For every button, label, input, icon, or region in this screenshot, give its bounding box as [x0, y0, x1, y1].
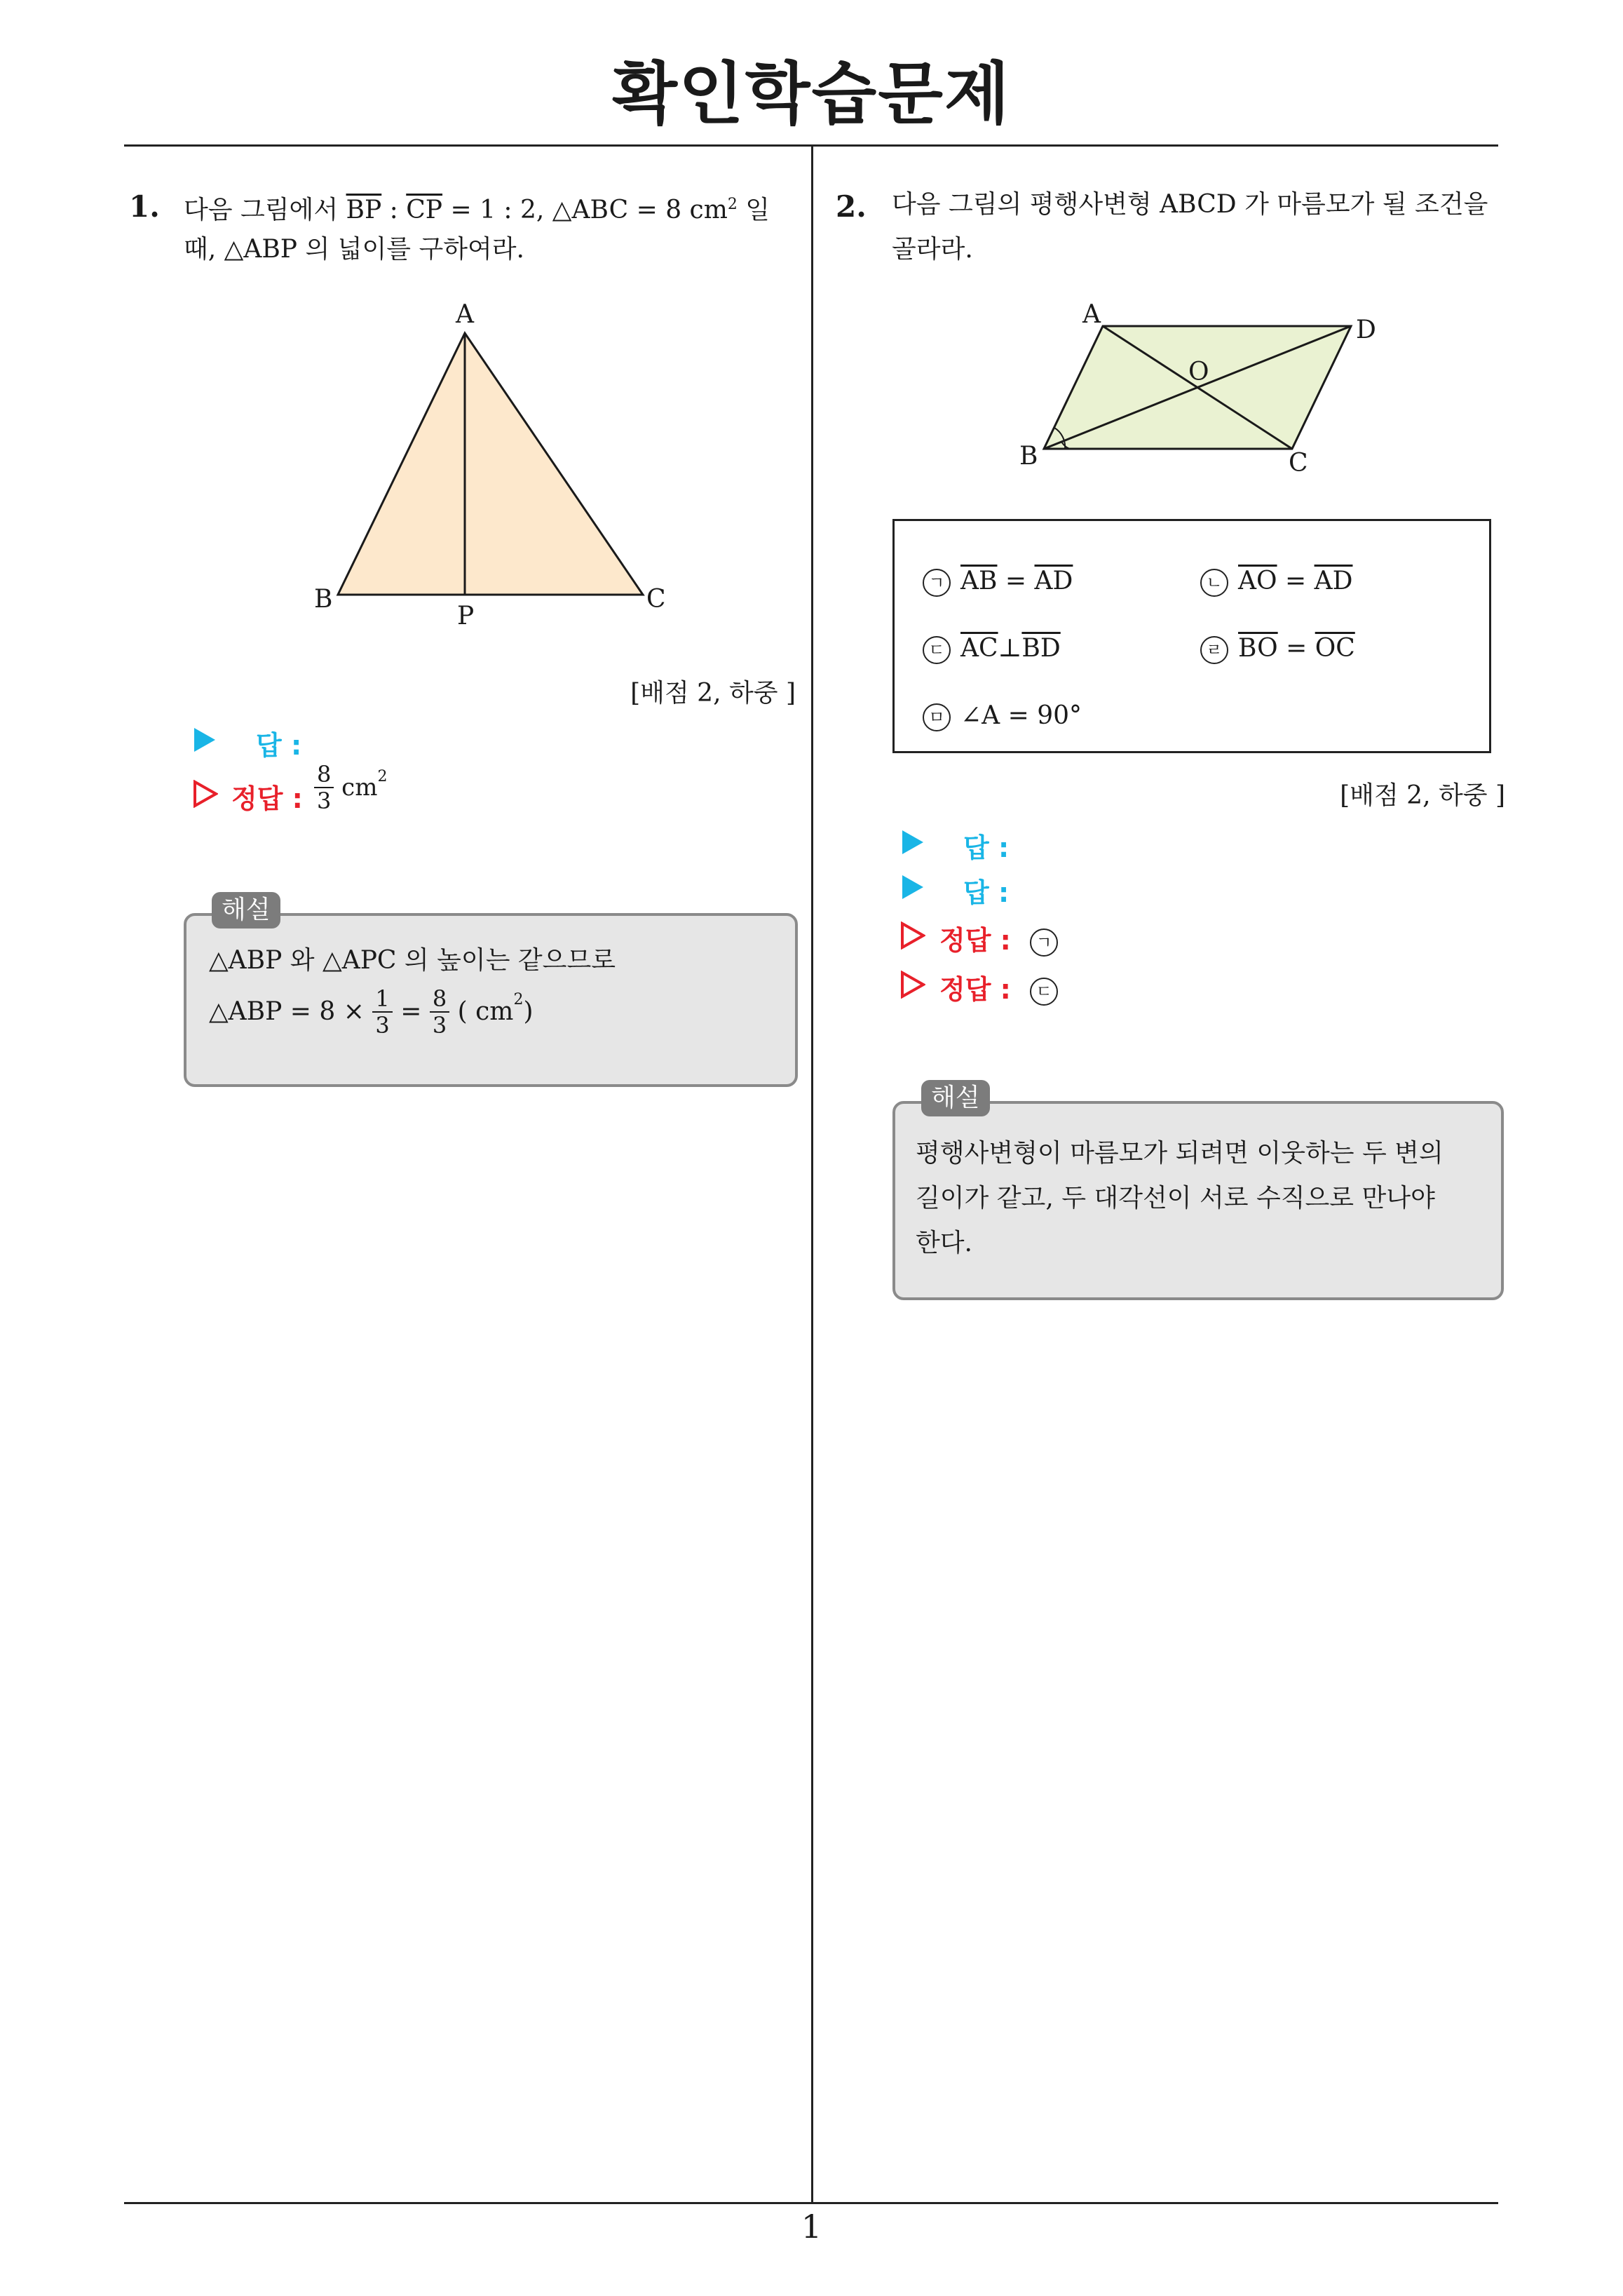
choice-3-op: ⊥ [998, 634, 1022, 663]
correct-label-text: 정답 : [231, 783, 303, 814]
problem-2-correct-label-1 [939, 919, 1068, 957]
segment-bp: $\overline{BP}$ [346, 196, 382, 224]
solution-fraction-2 [430, 986, 449, 1038]
choice-5-text: ∠A = 90° [960, 701, 1082, 730]
fraction-numerator: 8 [314, 762, 334, 788]
choice-3-a: $\overline{AC}$ [960, 634, 998, 663]
footer-divider [124, 2202, 1498, 2204]
correct-arrow-icon [900, 971, 925, 999]
choice-1-mark: ㄱ [923, 569, 951, 597]
answer-label-text: 답 : [963, 832, 1010, 863]
label-a: A [456, 300, 474, 329]
q1-exponent: 2 [727, 196, 738, 213]
label-d: D [1356, 316, 1376, 344]
problem-2-question-line-1: 다음 그림의 평행사변형 ABCD 가 마름모가 될 조건을 [892, 190, 1488, 219]
q1-text-2: : [381, 196, 407, 224]
page-number: 1 [801, 2208, 822, 2246]
problem-2-solution-line-3: 한다. [916, 1229, 972, 1257]
problem-1-solution-tag: 해설 [212, 892, 280, 928]
solution-unit-close: ) [523, 997, 534, 1026]
answer-label-text: 답 : [963, 877, 1010, 908]
q1-text-3: = 1 : 2, △ABC = 8 cm [442, 196, 728, 224]
problem-1-question-line-1 [184, 189, 770, 226]
problem-1-correct-answer [314, 762, 387, 813]
problem-1-solution-line-2 [209, 985, 533, 1038]
choice-3-b: $\overline{BD}$ [1021, 634, 1061, 663]
choice-4-a: $\overline{BO}$ [1238, 634, 1278, 663]
fraction-2-denominator: 3 [432, 1012, 447, 1039]
problem-1-correct-label [231, 777, 303, 816]
problem-1-answer-label [256, 724, 301, 762]
answer-arrow-icon [902, 875, 923, 899]
correct-answer-2: ㄷ [1030, 978, 1058, 1006]
choice-2 [1200, 567, 1352, 597]
correct-label-text: 정답 : [939, 925, 1011, 956]
choice-3-mark: ㄷ [923, 636, 951, 664]
label-p: P [457, 602, 475, 630]
problem-2-answer-label-2 [963, 871, 1009, 910]
problem-2-number: 2. [836, 189, 867, 224]
answer-arrow-icon [194, 728, 215, 752]
choice-2-op: = [1277, 567, 1315, 595]
problem-1-question-line-2: 때, △ABP 의 넓이를 구하여라. [184, 235, 525, 264]
choice-1-a: $\overline{AB}$ [960, 567, 998, 595]
choice-3 [923, 634, 1061, 664]
choice-2-a: $\overline{AO}$ [1238, 567, 1277, 595]
fraction-2-numerator: 8 [430, 986, 449, 1013]
label-b: B [1019, 442, 1038, 471]
triangle-abc-figure [294, 295, 687, 638]
correct-arrow-icon [193, 780, 218, 808]
problem-2-solution-tag: 해설 [921, 1080, 990, 1116]
label-a: A [1082, 300, 1101, 329]
correct-label-text: 정답 : [939, 974, 1011, 1005]
column-divider [811, 146, 813, 2203]
answer-label-text: 답 : [256, 730, 302, 761]
problem-1-score: [배점 2, 하중 ] [630, 679, 796, 708]
fraction-1-numerator: 1 [372, 986, 392, 1013]
q1-text-4: 일 [737, 196, 770, 224]
solution-fraction-1 [372, 986, 392, 1038]
answer-arrow-icon [902, 830, 923, 854]
problem-2-correct-label-2 [939, 968, 1068, 1006]
solution-lhs: △ABP = 8 × [209, 997, 365, 1026]
label-o: O [1188, 358, 1209, 386]
solution-unit: ( cm [457, 997, 514, 1026]
choice-2-b: $\overline{AD}$ [1314, 567, 1353, 595]
page-title: 확인학습문제 [612, 55, 1011, 133]
fraction-denominator: 3 [317, 788, 332, 814]
label-c: C [1289, 449, 1308, 478]
choice-4 [1200, 634, 1355, 664]
correct-unit-exponent: 2 [377, 768, 388, 785]
label-b: B [314, 585, 333, 614]
choice-2-mark: ㄴ [1200, 569, 1228, 597]
solution-unit-exponent: 2 [513, 991, 524, 1008]
triangle-abc [338, 333, 643, 595]
segment-cp: $\overline{CP}$ [406, 196, 443, 224]
correct-unit: cm [341, 774, 378, 802]
choice-1 [923, 567, 1073, 597]
problem-1-solution-line-1: △ABP 와 △APC 의 높이는 같으므로 [209, 946, 616, 975]
problem-2-solution-line-2: 길이가 같고, 두 대각선이 서로 수직으로 만나야 [916, 1184, 1435, 1213]
problem-1-number: 1. [129, 189, 160, 224]
correct-arrow-icon [900, 921, 925, 950]
parallelogram-abcd-figure [1010, 295, 1402, 484]
choice-1-b: $\overline{AD}$ [1034, 567, 1073, 595]
problem-2-score: [배점 2, 하중 ] [1340, 781, 1505, 810]
fraction-1-denominator: 3 [375, 1012, 390, 1039]
label-c: C [646, 585, 666, 614]
q1-text-1: 다음 그림에서 [184, 196, 346, 224]
problem-2-answer-label-1 [963, 826, 1009, 865]
choice-1-op: = [997, 567, 1035, 595]
choice-5 [923, 701, 1082, 731]
choice-4-b: $\overline{OC}$ [1315, 634, 1355, 663]
problem-2-question-line-2: 골라라. [892, 235, 973, 264]
choice-4-mark: ㄹ [1200, 636, 1228, 664]
choice-4-op: = [1277, 634, 1315, 663]
correct-answer-1: ㄱ [1030, 928, 1058, 957]
solution-equals: = [400, 997, 422, 1026]
problem-2-solution-line-1: 평행사변형이 마름모가 되려면 이웃하는 두 변의 [916, 1139, 1444, 1168]
correct-fraction [314, 762, 334, 813]
choice-5-mark: ㅁ [923, 703, 951, 731]
